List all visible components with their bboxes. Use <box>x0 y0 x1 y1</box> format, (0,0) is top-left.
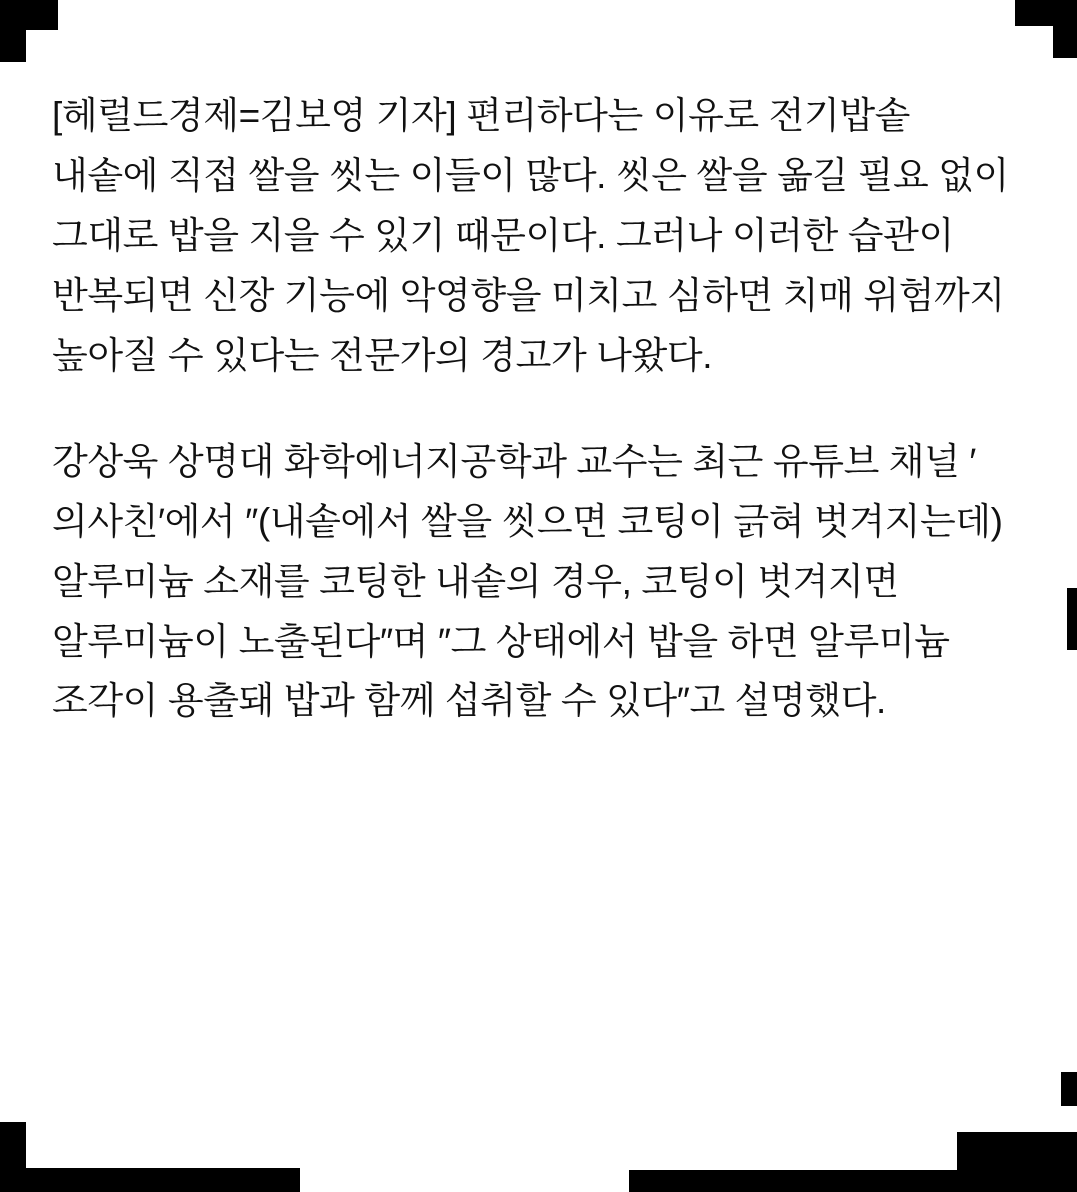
edge-artifact-right-lower <box>1061 1072 1077 1106</box>
article-paragraph-1: [헤럴드경제=김보영 기자] 편리하다는 이유로 전기밥솥 내솥에 직접 쌀을 씻는 이들이 많다. 씻은 쌀을 옮길 필요 없이 그대로 밥을 지을 수 있기 때문이다. 그러나 이러한 습관이 반복되면 신장 기능에 악영향을 미치고 심하면 치매 위험까지 높아질 수 있다는 전문가의 경고가 나왔다. <box>52 95 1019 376</box>
article-paragraph-2: 강상욱 상명대 화학에너지공학과 교수는 최근 유튜브 채널 ′의사친′에서 ″(내솥에서 쌀을 씻으면 코팅이 긁혀 벗겨지는데) 알루미늄 소재를 코팅한 내솥의 경우, 코팅이 벗겨지면 알루미늄이 노출된다″며 ″그 상태에서 밥을 하면 알루미늄 조각이 용출돼 밥과 함께 섭취할 수 있다″고 설명했다. <box>52 440 1013 722</box>
